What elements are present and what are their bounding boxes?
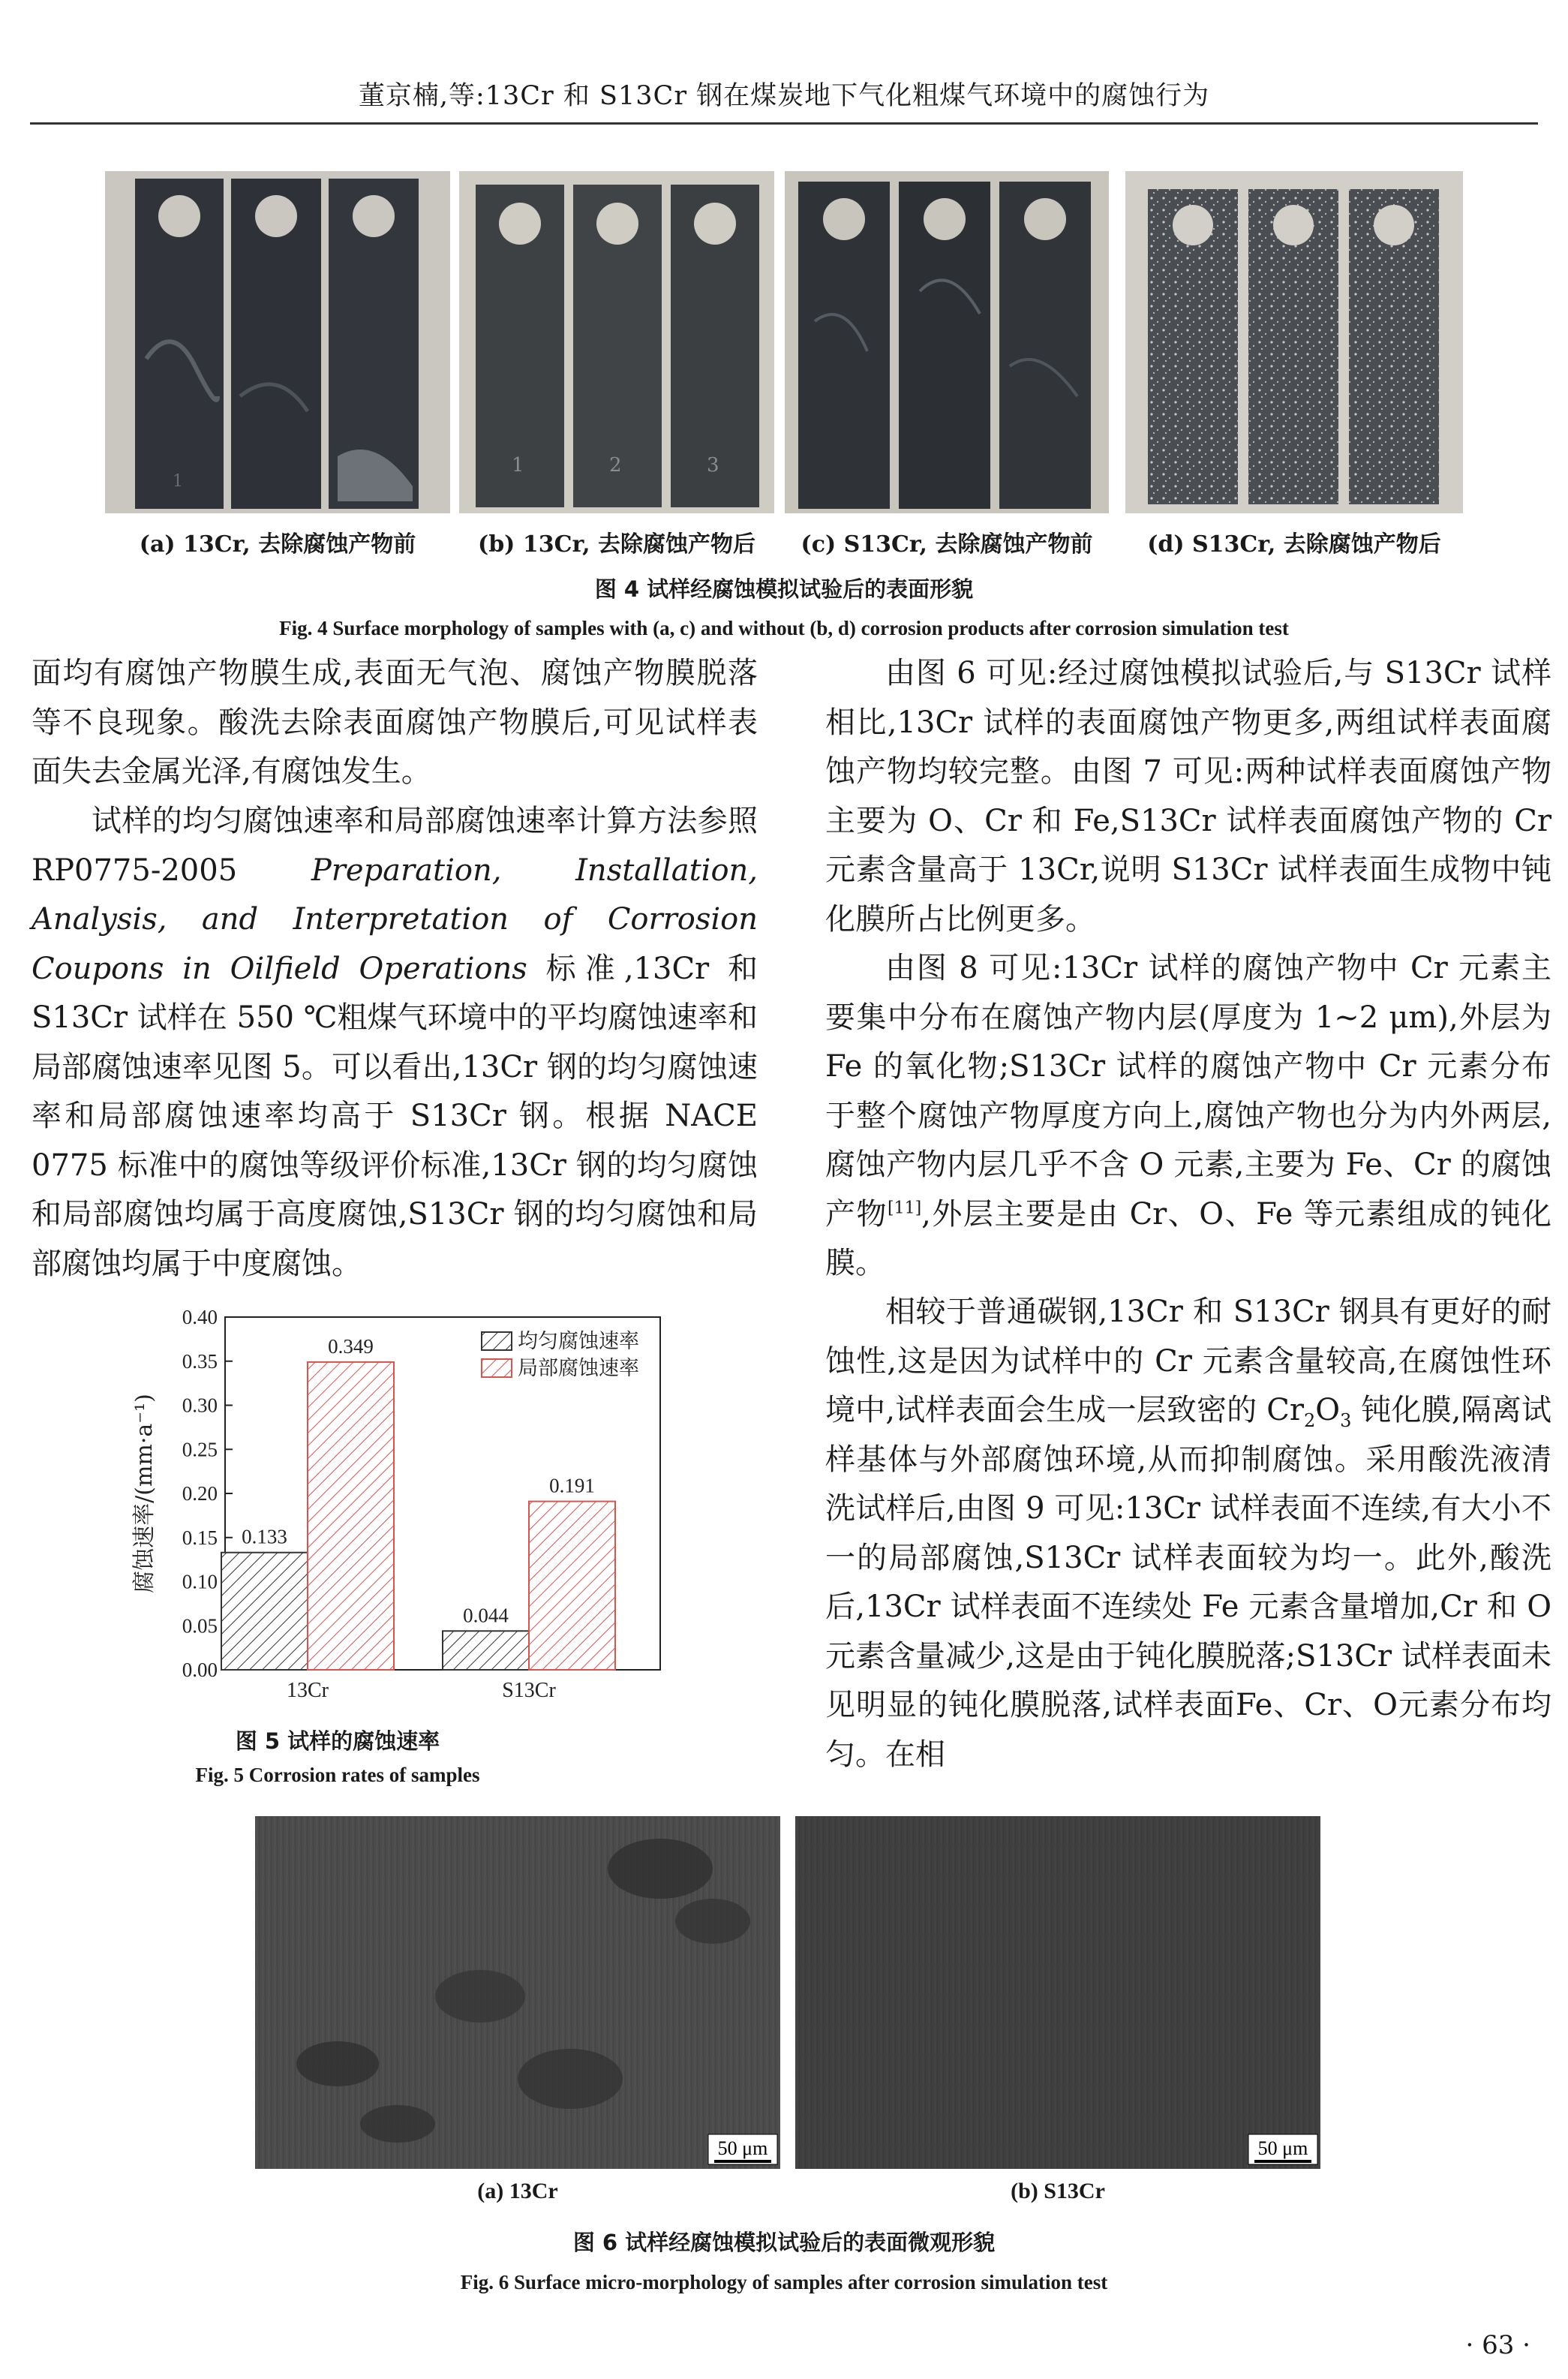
fig6-caption-en: Fig. 6 Surface micro-morphology of samples after corrosion simulation test xyxy=(460,2271,1108,2293)
right-p3-text-a: 相较于普通碳钢,13Cr 和 S13Cr 钢具有更好的耐蚀性,这是因为试样中的 Cr 元素含量较高,在腐蚀性环境中,试样表面会生成一层致密的 Cr xyxy=(825,1295,1551,1427)
bar-S13Cr-1 xyxy=(529,1502,615,1670)
fig5-chart xyxy=(120,1302,675,1707)
legend-swatch-0 xyxy=(482,1332,512,1350)
formula-sub-2: 2 xyxy=(1303,1410,1316,1431)
legend-label-1: 局部腐蚀速率 xyxy=(518,1357,639,1380)
sample-mark-1: 1 xyxy=(173,472,183,491)
fig4-subcaption-c: (c) S13Cr, 去除腐蚀产物前 xyxy=(801,531,1093,558)
fig4-subcaption-a: (a) 13Cr, 去除腐蚀产物前 xyxy=(139,531,416,558)
data-label: 0.349 xyxy=(328,1334,374,1358)
citation-11: [11] xyxy=(888,1199,922,1218)
left-p2-text-a: 试样的均匀腐蚀速率和局部腐蚀速率计算方法参照 RP0775-2005 xyxy=(32,804,758,888)
right-p2-text-a: 由图 8 可见:13Cr 试样的腐蚀产物中 Cr 元素主要集中分布在腐蚀产物内层(厚度为 1~2 μm),外层为 Fe 的氧化物;S13Cr 试样的腐蚀产物中 Cr 元素分布于整个腐蚀产物厚度方向上,腐蚀产物也分为内外两层,腐蚀产物内层几乎不含 O 元素,主要为 Fe、Cr 的腐蚀产物 xyxy=(825,951,1551,1232)
y-axis-label: 腐蚀速率/(mm·a⁻¹) xyxy=(131,1394,158,1593)
left-p2-text-b: 标准,13Cr 和 S13Cr 试样在 550 ℃粗煤气环境中的平均腐蚀速率和局部腐蚀速率见图 5。可以看出,13Cr 钢的均匀腐蚀速率和局部腐蚀速率均高于 S13Cr 钢。根据 NACE 0775 标准中的腐蚀等级评价标准,13Cr 钢的均匀腐蚀和局部腐蚀均属于高度腐蚀,S13Cr 钢的均匀腐蚀和局部腐蚀均属于中度腐蚀。 xyxy=(32,951,758,1281)
corrosion-rate-chart xyxy=(120,1302,675,1707)
fig4-caption-en: Fig. 4 Surface morphology of samples with (a, c) and without (b, d) corrosion products after corrosion simulation test xyxy=(279,617,1289,639)
scalebar-b: 50 μm xyxy=(1257,2137,1308,2159)
standard-title: Preparation, Installation, Analysis, and Interpretation of Corrosion Coupons in Oilfield Operations xyxy=(32,853,758,986)
bar-13Cr-0 xyxy=(221,1553,308,1670)
x-tick-label: 13Cr xyxy=(287,1679,329,1702)
fig4-photo-a xyxy=(105,171,450,513)
fig6-subcaption-a: (a) 13Cr xyxy=(477,2179,558,2203)
fig4-subcaption-d: (d) S13Cr, 去除腐蚀产物后 xyxy=(1147,531,1441,558)
fig6-micrograph-b xyxy=(795,1816,1320,2169)
fig5-caption-en: Fig. 5 Corrosion rates of samples xyxy=(195,1764,480,1786)
fig6-caption-zh: 图 6 试样经腐蚀模拟试验后的表面微观形貌 xyxy=(572,2230,996,2255)
fig4-photo-d xyxy=(1125,171,1463,513)
right-p3-text-b: 钝化膜,隔离试样基体与外部腐蚀环境,从而抑制腐蚀。采用酸洗液清洗试样后,由图 9 可见:13Cr 试样表面不连续,有大小不一的局部腐蚀,S13Cr 试样表面较为均一。此外,酸洗后,13Cr 试样表面不连续处 Fe 元素含量增加,Cr 和 O 元素含量减少,这是由于钝化膜脱落;S13Cr 试样表面未见明显的钝化膜脱落,试样表面Fe、Cr、O元素分布均匀。在相 xyxy=(825,1393,1552,1772)
left-paragraph-2 xyxy=(32,797,758,1289)
fig6-subcaption-b: (b) S13Cr xyxy=(1011,2179,1105,2203)
y-tick-label: 0.40 xyxy=(182,1306,218,1328)
y-tick-label: 0.10 xyxy=(182,1570,218,1593)
legend-label-0: 均匀腐蚀速率 xyxy=(518,1330,639,1353)
running-head: 董京楠,等:13Cr 和 S13Cr 钢在煤炭地下气化粗煤气环境中的腐蚀行为 xyxy=(358,81,1210,111)
fig4-photo-c xyxy=(785,171,1109,513)
y-tick-label: 0.35 xyxy=(182,1349,218,1373)
left-paragraph-1: 面均有腐蚀产物膜生成,表面无气泡、腐蚀产物膜脱落等不良现象。酸洗去除表面腐蚀产物膜后,可见试样表面失去金属光泽,有腐蚀发生。 xyxy=(32,656,758,789)
page-number: · 63 · xyxy=(1465,2330,1530,2360)
formula-o: O xyxy=(1315,1393,1341,1427)
header-rule xyxy=(30,122,1538,125)
fig5-caption-zh: 图 5 试样的腐蚀速率 xyxy=(235,1728,440,1754)
y-tick-label: 0.05 xyxy=(182,1614,218,1638)
fig4-photo-b xyxy=(459,171,774,513)
y-tick-label: 0.15 xyxy=(182,1526,218,1549)
x-tick-label: S13Cr xyxy=(502,1679,556,1702)
right-paragraph-2 xyxy=(825,944,1551,1289)
bar-S13Cr-0 xyxy=(443,1631,529,1670)
formula-sub-3: 3 xyxy=(1340,1410,1352,1431)
scalebar-a: 50 μm xyxy=(717,2137,768,2159)
y-tick-label: 0.25 xyxy=(182,1438,218,1461)
sample-mark-b1: 1 xyxy=(512,454,524,477)
fig6-micrograph-a xyxy=(255,1816,780,2169)
legend-swatch-1 xyxy=(482,1359,512,1377)
data-label: 0.133 xyxy=(242,1525,287,1548)
bar-13Cr-1 xyxy=(308,1362,394,1670)
y-tick-label: 0.20 xyxy=(182,1482,218,1505)
fig4-subcaption-b: (b) 13Cr, 去除腐蚀产物后 xyxy=(478,531,755,558)
right-paragraph-3 xyxy=(825,1288,1551,1779)
sample-mark-b2: 2 xyxy=(609,454,622,477)
right-p2-text-b: ,外层主要是由 Cr、O、Fe 等元素组成的钝化膜。 xyxy=(825,1196,1552,1280)
y-tick-label: 0.30 xyxy=(182,1394,218,1417)
fig4-caption-zh: 图 4 试样经腐蚀模拟试验后的表面形貌 xyxy=(594,576,974,602)
data-label: 0.044 xyxy=(463,1604,509,1627)
data-label: 0.191 xyxy=(549,1474,595,1497)
right-paragraph-1: 由图 6 可见:经过腐蚀模拟试验后,与 S13Cr 试样相比,13Cr 试样的表面腐蚀产物更多,两组试样表面腐蚀产物均较完整。由图 7 可见:两种试样表面腐蚀产物主要为 O、Cr 和 Fe,S13Cr 试样表面腐蚀产物的 Cr 元素含量高于 13Cr,说明 S13Cr 试样表面生成物中钝化膜所占比例更多。 xyxy=(825,656,1551,937)
sample-mark-b3: 3 xyxy=(707,454,719,477)
y-tick-label: 0.00 xyxy=(182,1659,218,1681)
